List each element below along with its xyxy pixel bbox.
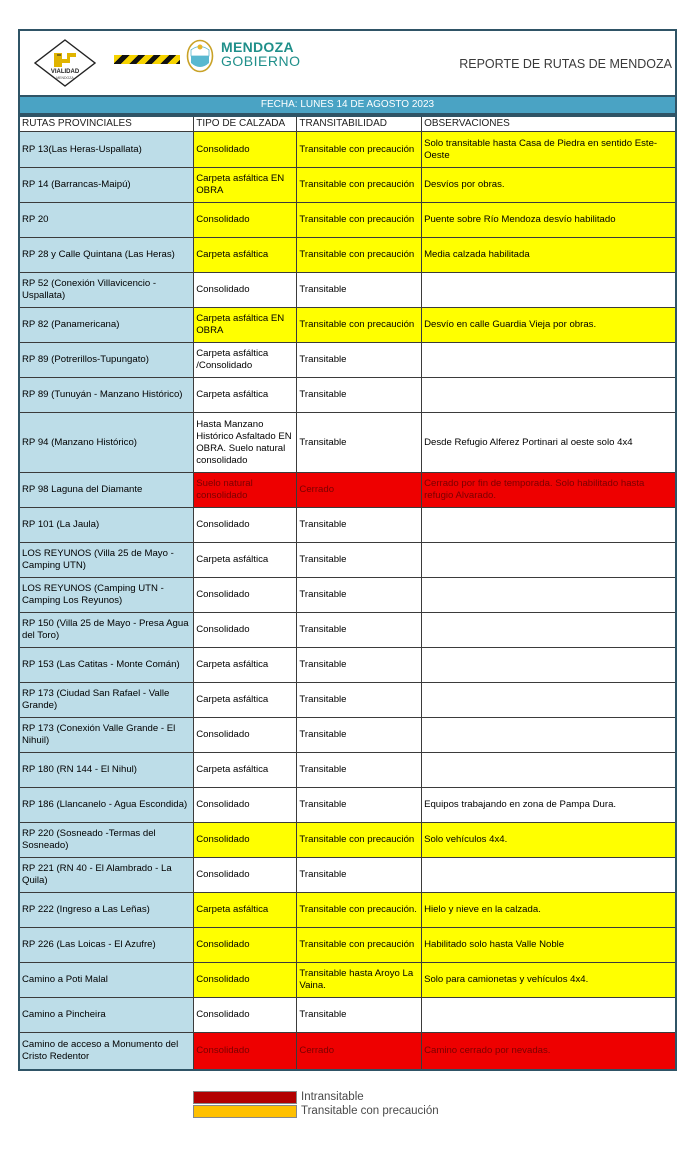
route-cell: Camino a Poti Malal (19, 963, 194, 998)
notes-cell: Solo transitable hasta Casa de Piedra en sentido Este-Oeste (422, 132, 676, 168)
road-report-sheet (18, 29, 677, 1071)
table-row (19, 1033, 676, 1070)
surface-cell: Carpeta asfáltica /Consolidado (194, 343, 297, 378)
surface-cell: Carpeta asfáltica (194, 378, 297, 413)
route-cell: LOS REYUNOS (Villa 25 de Mayo - Camping UTN) (19, 543, 194, 578)
route-cell: RP 226 (Las Loicas - El Azufre) (19, 928, 194, 963)
status-cell: Transitable con precaución (297, 168, 422, 203)
legend-label-precaucion: Transitable con precaución (301, 1105, 439, 1117)
surface-cell: Consolidado (194, 788, 297, 823)
surface-cell: Carpeta asfáltica EN OBRA (194, 168, 297, 203)
surface-cell: Consolidado (194, 273, 297, 308)
route-cell: RP 13(Las Heras-Uspallata) (19, 132, 194, 168)
route-cell: RP 82 (Panamericana) (19, 308, 194, 343)
table-row (19, 718, 676, 753)
table-row (19, 858, 676, 893)
vialidad-logo-sub: MENDOZA (56, 76, 74, 80)
surface-cell: Consolidado (194, 858, 297, 893)
notes-cell: Media calzada habilitada (422, 238, 676, 273)
status-cell: Transitable con precaución (297, 203, 422, 238)
column-header-routes: RUTAS PROVINCIALES (19, 116, 194, 132)
status-cell: Transitable (297, 273, 422, 308)
notes-cell (422, 273, 676, 308)
notes-cell (422, 718, 676, 753)
table-row (19, 203, 676, 238)
surface-cell: Consolidado (194, 613, 297, 648)
notes-cell: Desvío en calle Guardia Vieja por obras. (422, 308, 676, 343)
route-cell: RP 221 (RN 40 - El Alambrado - La Quila) (19, 858, 194, 893)
table-header-row (19, 116, 676, 132)
surface-cell: Consolidado (194, 1033, 297, 1070)
status-cell: Transitable (297, 613, 422, 648)
notes-cell: Hielo y nieve en la calzada. (422, 893, 676, 928)
table-row (19, 683, 676, 718)
route-cell: RP 153 (Las Catitas - Monte Comán) (19, 648, 194, 683)
column-header-surface: TIPO DE CALZADA (194, 116, 297, 132)
status-cell: Transitable con precaución. (297, 893, 422, 928)
notes-cell (422, 683, 676, 718)
notes-cell: Puente sobre Río Mendoza desvío habilitado (422, 203, 676, 238)
route-cell: RP 222 (Ingreso a Las Leñas) (19, 893, 194, 928)
table-row (19, 578, 676, 613)
surface-cell: Carpeta asfáltica EN OBRA (194, 308, 297, 343)
notes-cell (422, 753, 676, 788)
route-cell: RP 52 (Conexión Villavicencio - Uspallata) (19, 273, 194, 308)
surface-cell: Carpeta asfáltica (194, 893, 297, 928)
surface-cell: Carpeta asfáltica (194, 238, 297, 273)
surface-cell: Consolidado (194, 203, 297, 238)
report-title: REPORTE DE RUTAS DE MENDOZA (459, 57, 672, 71)
table-row (19, 238, 676, 273)
table-row (19, 308, 676, 343)
route-cell: RP 150 (Villa 25 de Mayo - Presa Agua del Toro) (19, 613, 194, 648)
surface-cell: Consolidado (194, 508, 297, 543)
date-band: FECHA: LUNES 14 DE AGOSTO 2023 (18, 95, 677, 115)
notes-cell (422, 858, 676, 893)
surface-cell: Hasta Manzano Histórico Asfaltado EN OBRA. Suelo natural consolidado (194, 413, 297, 473)
route-cell: RP 98 Laguna del Diamante (19, 473, 194, 508)
surface-cell: Suelo natural consolidado (194, 473, 297, 508)
status-cell: Transitable (297, 998, 422, 1033)
route-cell: RP 89 (Potrerillos-Tupungato) (19, 343, 194, 378)
surface-cell: Carpeta asfáltica (194, 753, 297, 788)
status-cell: Transitable (297, 343, 422, 378)
table-row (19, 168, 676, 203)
surface-cell: Carpeta asfáltica (194, 683, 297, 718)
surface-cell: Carpeta asfáltica (194, 543, 297, 578)
route-cell: RP 220 (Sosneado -Termas del Sosneado) (19, 823, 194, 858)
table-row (19, 343, 676, 378)
route-cell: RP 173 (Conexión Valle Grande - El Nihuil) (19, 718, 194, 753)
table-row (19, 648, 676, 683)
notes-cell: Camino cerrado por nevadas. (422, 1033, 676, 1070)
table-row (19, 893, 676, 928)
status-cell: Transitable con precaución (297, 823, 422, 858)
notes-cell (422, 543, 676, 578)
notes-cell (422, 613, 676, 648)
status-cell: Transitable (297, 413, 422, 473)
table-body (19, 132, 676, 1070)
vialidad-logo-text: VIALIDAD (50, 69, 80, 75)
status-cell: Transitable (297, 648, 422, 683)
surface-cell: Consolidado (194, 823, 297, 858)
notes-cell (422, 508, 676, 543)
table-row (19, 473, 676, 508)
column-header-status: TRANSITABILIDAD (297, 116, 422, 132)
notes-cell: Solo para camionetas y vehículos 4x4. (422, 963, 676, 998)
route-cell: RP 89 (Tunuyán - Manzano Histórico) (19, 378, 194, 413)
route-cell: RP 180 (RN 144 - El Nihul) (19, 753, 194, 788)
surface-cell: Consolidado (194, 963, 297, 998)
status-cell: Transitable (297, 858, 422, 893)
status-cell: Transitable con precaución (297, 928, 422, 963)
vialidad-logo (34, 39, 96, 87)
surface-cell: Consolidado (194, 578, 297, 613)
table-row (19, 928, 676, 963)
notes-cell: Habilitado solo hasta Valle Noble (422, 928, 676, 963)
table-row (19, 788, 676, 823)
table-row (19, 413, 676, 473)
table-row (19, 753, 676, 788)
notes-cell: Cerrado por fin de temporada. Solo habilitado hasta refugio Alvarado. (422, 473, 676, 508)
column-header-notes: OBSERVACIONES (422, 116, 676, 132)
status-cell: Transitable con precaución (297, 308, 422, 343)
notes-cell (422, 578, 676, 613)
route-cell: LOS REYUNOS (Camping UTN - Camping Los Reyunos) (19, 578, 194, 613)
report-header (18, 29, 677, 95)
status-cell: Transitable hasta Aroyo La Vaina. (297, 963, 422, 998)
surface-cell: Consolidado (194, 718, 297, 753)
hazard-stripe (114, 55, 180, 64)
legend-swatch-precaucion (193, 1105, 297, 1118)
table-row (19, 378, 676, 413)
status-cell: Transitable (297, 753, 422, 788)
table-row (19, 132, 676, 168)
route-cell: RP 173 (Ciudad San Rafael - Valle Grande) (19, 683, 194, 718)
table-row (19, 543, 676, 578)
status-cell: Transitable con precaución (297, 238, 422, 273)
status-cell: Cerrado (297, 473, 422, 508)
notes-cell (422, 648, 676, 683)
status-cell: Transitable (297, 788, 422, 823)
surface-cell: Carpeta asfáltica (194, 648, 297, 683)
route-cell: RP 94 (Manzano Histórico) (19, 413, 194, 473)
roads-table (18, 115, 677, 1071)
legend-swatch-intransitable (193, 1091, 297, 1104)
surface-cell: Consolidado (194, 132, 297, 168)
notes-cell: Equipos trabajando en zona de Pampa Dura. (422, 788, 676, 823)
status-cell: Cerrado (297, 1033, 422, 1070)
status-cell: Transitable (297, 378, 422, 413)
mendoza-shield-icon (186, 39, 214, 73)
government-name: MENDOZA (221, 39, 294, 55)
status-cell: Transitable (297, 718, 422, 753)
table-row (19, 273, 676, 308)
table-row (19, 508, 676, 543)
notes-cell (422, 378, 676, 413)
route-cell: Camino a Pincheira (19, 998, 194, 1033)
table-row (19, 613, 676, 648)
legend-label-intransitable: Intransitable (301, 1091, 364, 1103)
table-row (19, 998, 676, 1033)
status-cell: Transitable (297, 543, 422, 578)
route-cell: Camino de acceso a Monumento del Cristo Redentor (19, 1033, 194, 1070)
surface-cell: Consolidado (194, 928, 297, 963)
route-cell: RP 14 (Barrancas-Maipú) (19, 168, 194, 203)
route-cell: RP 101 (La Jaula) (19, 508, 194, 543)
route-cell: RP 20 (19, 203, 194, 238)
notes-cell: Solo vehículos 4x4. (422, 823, 676, 858)
notes-cell (422, 998, 676, 1033)
status-cell: Transitable (297, 683, 422, 718)
notes-cell: Desde Refugio Alferez Portinari al oeste solo 4x4 (422, 413, 676, 473)
route-cell: RP 186 (Llancanelo - Agua Escondida) (19, 788, 194, 823)
route-cell: RP 28 y Calle Quintana (Las Heras) (19, 238, 194, 273)
notes-cell (422, 343, 676, 378)
notes-cell: Desvíos por obras. (422, 168, 676, 203)
table-row (19, 823, 676, 858)
government-sub: GOBIERNO (221, 53, 301, 69)
status-cell: Transitable con precaución (297, 132, 422, 168)
table-row (19, 963, 676, 998)
status-cell: Transitable (297, 578, 422, 613)
surface-cell: Consolidado (194, 998, 297, 1033)
status-cell: Transitable (297, 508, 422, 543)
